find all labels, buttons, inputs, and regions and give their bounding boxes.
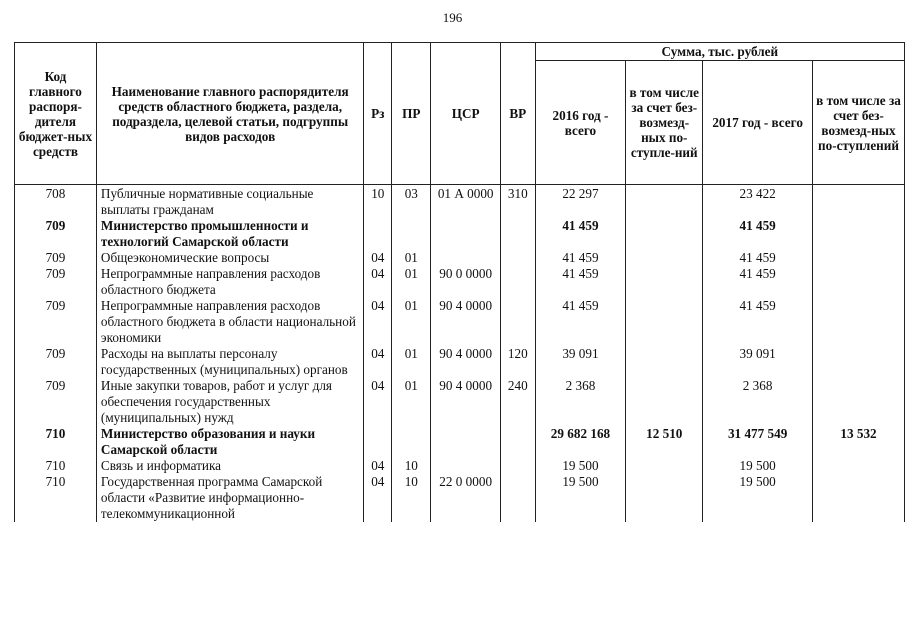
cell-pr xyxy=(392,426,431,458)
cell-2017-grants xyxy=(813,250,905,266)
cell-name: Иные закупки товаров, работ и услуг для обеспечения государственных (муниципальных) нужд xyxy=(96,378,363,426)
header-rz: Рз xyxy=(364,43,392,185)
cell-vr xyxy=(500,474,535,522)
header-2016-grants: в том числе за счет без-возмезд-ных по-ступле-ний xyxy=(626,61,703,185)
cell-code: 709 xyxy=(15,266,97,298)
cell-code: 710 xyxy=(15,458,97,474)
cell-csr xyxy=(431,218,500,250)
cell-name: Общеэкономические вопросы xyxy=(96,250,363,266)
table-row xyxy=(15,458,905,474)
table-row xyxy=(15,266,905,298)
cell-2017-total: 31 477 549 xyxy=(703,426,813,458)
page-number: 196 xyxy=(442,10,463,25)
cell-2016-grants: 12 510 xyxy=(626,426,703,458)
cell-code: 709 xyxy=(15,298,97,346)
cell-2017-grants xyxy=(813,298,905,346)
cell-name: Непрограммные направления расходов областного бюджета xyxy=(96,266,363,298)
cell-2017-total: 23 422 xyxy=(703,185,813,219)
cell-2017-total: 41 459 xyxy=(703,218,813,250)
cell-2016-grants xyxy=(626,474,703,522)
cell-2016-total: 19 500 xyxy=(535,458,626,474)
cell-pr: 01 xyxy=(392,298,431,346)
cell-2016-total: 41 459 xyxy=(535,298,626,346)
cell-pr: 01 xyxy=(392,346,431,378)
cell-2016-total: 39 091 xyxy=(535,346,626,378)
cell-csr: 90 4 0000 xyxy=(431,346,500,378)
cell-code: 710 xyxy=(15,426,97,458)
cell-rz: 10 xyxy=(364,185,392,219)
cell-2016-total: 41 459 xyxy=(535,250,626,266)
cell-code: 709 xyxy=(15,250,97,266)
cell-2017-total: 19 500 xyxy=(703,474,813,522)
header-code: Код главного распоря-дителя бюджет-ных средств xyxy=(15,43,97,185)
cell-2017-grants xyxy=(813,474,905,522)
cell-name: Связь и информатика xyxy=(96,458,363,474)
table-body xyxy=(15,185,905,523)
cell-csr xyxy=(431,426,500,458)
cell-pr: 03 xyxy=(392,185,431,219)
cell-vr xyxy=(500,426,535,458)
cell-2016-total: 41 459 xyxy=(535,266,626,298)
cell-2016-grants xyxy=(626,218,703,250)
cell-2017-total: 39 091 xyxy=(703,346,813,378)
budget-table xyxy=(14,42,905,522)
cell-name: Министерство промышленности и технологий Самарской области xyxy=(96,218,363,250)
cell-name: Министерство образования и науки Самарской области xyxy=(96,426,363,458)
cell-rz: 04 xyxy=(364,474,392,522)
header-csr: ЦСР xyxy=(431,43,500,185)
cell-code: 709 xyxy=(15,218,97,250)
cell-rz: 04 xyxy=(364,298,392,346)
cell-rz: 04 xyxy=(364,458,392,474)
cell-rz: 04 xyxy=(364,346,392,378)
cell-2016-grants xyxy=(626,250,703,266)
table-row xyxy=(15,474,905,522)
cell-2017-total: 41 459 xyxy=(703,250,813,266)
cell-csr: 22 0 0000 xyxy=(431,474,500,522)
cell-vr xyxy=(500,250,535,266)
cell-2017-grants: 13 532 xyxy=(813,426,905,458)
cell-2016-grants xyxy=(626,298,703,346)
cell-vr xyxy=(500,458,535,474)
header-sum: Сумма, тыс. рублей xyxy=(535,43,904,61)
cell-vr xyxy=(500,298,535,346)
cell-2017-total: 41 459 xyxy=(703,298,813,346)
cell-name: Расходы на выплаты персоналу государственных (муниципальных) органов xyxy=(96,346,363,378)
cell-2016-total: 41 459 xyxy=(535,218,626,250)
cell-2017-grants xyxy=(813,218,905,250)
cell-code: 709 xyxy=(15,346,97,378)
cell-name: Государственная программа Самарской области «Развитие информационно-телекоммуникационной xyxy=(96,474,363,522)
cell-2016-total: 29 682 168 xyxy=(535,426,626,458)
cell-2017-total: 41 459 xyxy=(703,266,813,298)
cell-csr: 90 0 0000 xyxy=(431,266,500,298)
cell-pr: 01 xyxy=(392,266,431,298)
cell-2016-grants xyxy=(626,458,703,474)
cell-2016-grants xyxy=(626,378,703,426)
cell-2016-grants xyxy=(626,185,703,219)
cell-code: 709 xyxy=(15,378,97,426)
cell-2016-total: 19 500 xyxy=(535,474,626,522)
cell-2016-total: 2 368 xyxy=(535,378,626,426)
cell-name: Публичные нормативные социальные выплаты гражданам xyxy=(96,185,363,219)
cell-2017-grants xyxy=(813,346,905,378)
table-row xyxy=(15,298,905,346)
cell-name: Непрограммные направления расходов областного бюджета в области национальной экономики xyxy=(96,298,363,346)
cell-2017-grants xyxy=(813,185,905,219)
header-2017-grants: в том числе за счет без-возмезд-ных по-ступлений xyxy=(813,61,905,185)
cell-2016-grants xyxy=(626,266,703,298)
cell-vr: 120 xyxy=(500,346,535,378)
table-row xyxy=(15,378,905,426)
cell-csr: 90 4 0000 xyxy=(431,298,500,346)
table-row xyxy=(15,185,905,219)
cell-pr: 10 xyxy=(392,458,431,474)
table-row xyxy=(15,218,905,250)
table-row xyxy=(15,346,905,378)
cell-csr xyxy=(431,458,500,474)
cell-2017-total: 19 500 xyxy=(703,458,813,474)
cell-2016-total: 22 297 xyxy=(535,185,626,219)
cell-csr xyxy=(431,250,500,266)
cell-2017-grants xyxy=(813,458,905,474)
cell-rz xyxy=(364,426,392,458)
cell-rz: 04 xyxy=(364,250,392,266)
cell-2017-grants xyxy=(813,378,905,426)
cell-pr: 01 xyxy=(392,250,431,266)
table-row xyxy=(15,426,905,458)
cell-csr: 01 А 0000 xyxy=(431,185,500,219)
cell-pr: 01 xyxy=(392,378,431,426)
cell-vr xyxy=(500,218,535,250)
cell-vr xyxy=(500,266,535,298)
cell-rz: 04 xyxy=(364,266,392,298)
cell-vr: 240 xyxy=(500,378,535,426)
cell-2017-grants xyxy=(813,266,905,298)
cell-2016-grants xyxy=(626,346,703,378)
cell-vr: 310 xyxy=(500,185,535,219)
cell-code: 708 xyxy=(15,185,97,219)
table-row xyxy=(15,250,905,266)
header-name: Наименование главного распорядителя средств областного бюджета, раздела, подраздела, целевой статьи, подгруппы видов расходов xyxy=(96,43,363,185)
cell-csr: 90 4 0000 xyxy=(431,378,500,426)
header-2017-total: 2017 год - всего xyxy=(703,61,813,185)
cell-pr: 10 xyxy=(392,474,431,522)
cell-rz: 04 xyxy=(364,378,392,426)
header-vr: ВР xyxy=(500,43,535,185)
header-pr: ПР xyxy=(392,43,431,185)
cell-rz xyxy=(364,218,392,250)
cell-code: 710 xyxy=(15,474,97,522)
cell-2017-total: 2 368 xyxy=(703,378,813,426)
cell-pr xyxy=(392,218,431,250)
header-2016-total: 2016 год - всего xyxy=(535,61,626,185)
